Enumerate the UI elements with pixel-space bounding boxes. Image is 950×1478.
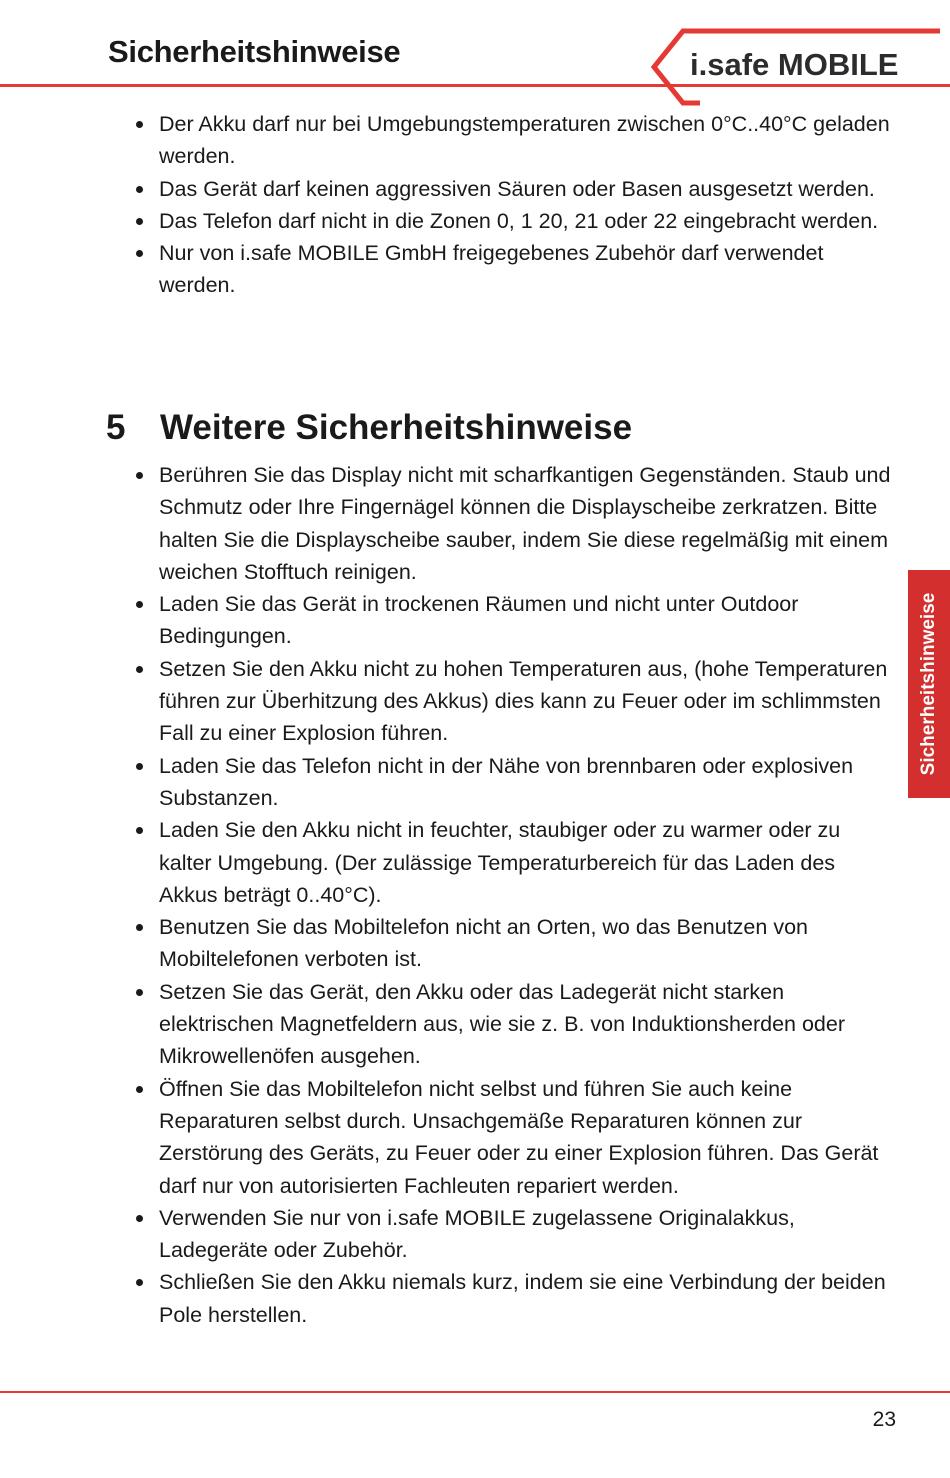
list-item: Der Akku darf nur bei Umgebungstemperaturen zwischen 0°C..40°C geladen werden. [136, 108, 896, 173]
footer-rule [0, 1391, 950, 1393]
page-header-title: Sicherheitshinweise [108, 34, 401, 69]
list-item: Das Gerät darf keinen aggressiven Säuren oder Basen ausgesetzt werden. [136, 173, 896, 205]
list-item: Das Telefon darf nicht in die Zonen 0, 1 20, 21 oder 22 eingebracht werden. [136, 205, 896, 237]
list-item: Schließen Sie den Akku niemals kurz, indem sie eine Verbindung der beiden Pole herstellen. [136, 1266, 896, 1331]
logo-wordmark: i.safe MOBILE [690, 47, 899, 82]
chapter-side-tab-label: Sicherheitshinweise [918, 592, 939, 776]
header-rule [0, 84, 950, 87]
section-number: 5 [106, 408, 126, 447]
list-item: Setzen Sie das Gerät, den Akku oder das Ladegerät nicht starken elektrischen Magnetfeldern aus, wie sie z. B. von Induktionsherden oder Mikrowellenöfen ausgehen. [136, 976, 896, 1073]
list-item: Nur von i.safe MOBILE GmbH freigegebenes Zubehör darf verwendet werden. [136, 237, 896, 302]
intro-bullet-list [136, 108, 896, 302]
section-heading [106, 408, 632, 448]
chapter-side-tab [908, 570, 950, 798]
list-item: Benutzen Sie das Mobiltelefon nicht an Orten, wo das Benutzen von Mobiltelefonen verboten ist. [136, 911, 896, 976]
list-item: Verwenden Sie nur von i.safe MOBILE zugelassene Originalakkus, Ladegeräte oder Zubehör. [136, 1202, 896, 1267]
list-item: Berühren Sie das Display nicht mit scharfkantigen Gegenständen. Staub und Schmutz oder Ihre Fingernägel können die Displayscheibe zerkratzen. Bitte halten Sie die Displayscheibe sauber, indem Sie diese regelmäßig mit einem weichen Stofftuch reinigen. [136, 459, 896, 588]
list-item: Öffnen Sie das Mobiltelefon nicht selbst und führen Sie auch keine Reparaturen selbst durch. Unsachgemäße Reparaturen können zur Zerstörung des Geräts, zu Feuer oder zu einer Explosion führen. Das Gerät darf nur von autorisierten Fachleuten repariert werden. [136, 1073, 896, 1202]
section-title: Weitere Sicherheitshinweise [160, 408, 633, 447]
section-bullet-list [136, 459, 896, 1331]
list-item: Laden Sie den Akku nicht in feuchter, staubiger oder zu warmer oder zu kalter Umgebung. (Der zulässige Temperaturbereich für das Laden des Akkus beträgt 0..40°C). [136, 814, 896, 911]
list-item: Laden Sie das Gerät in trockenen Räumen und nicht unter Outdoor Bedingungen. [136, 588, 896, 653]
list-item: Laden Sie das Telefon nicht in der Nähe von brennbaren oder explosiven Substanzen. [136, 750, 896, 815]
page-number: 23 [872, 1408, 896, 1431]
list-item: Setzen Sie den Akku nicht zu hohen Temperaturen aus, (hohe Temperaturen führen zur Überhitzung des Akkus) dies kann zu Feuer oder im schlimmsten Fall zu einer Explosion führen. [136, 653, 896, 750]
